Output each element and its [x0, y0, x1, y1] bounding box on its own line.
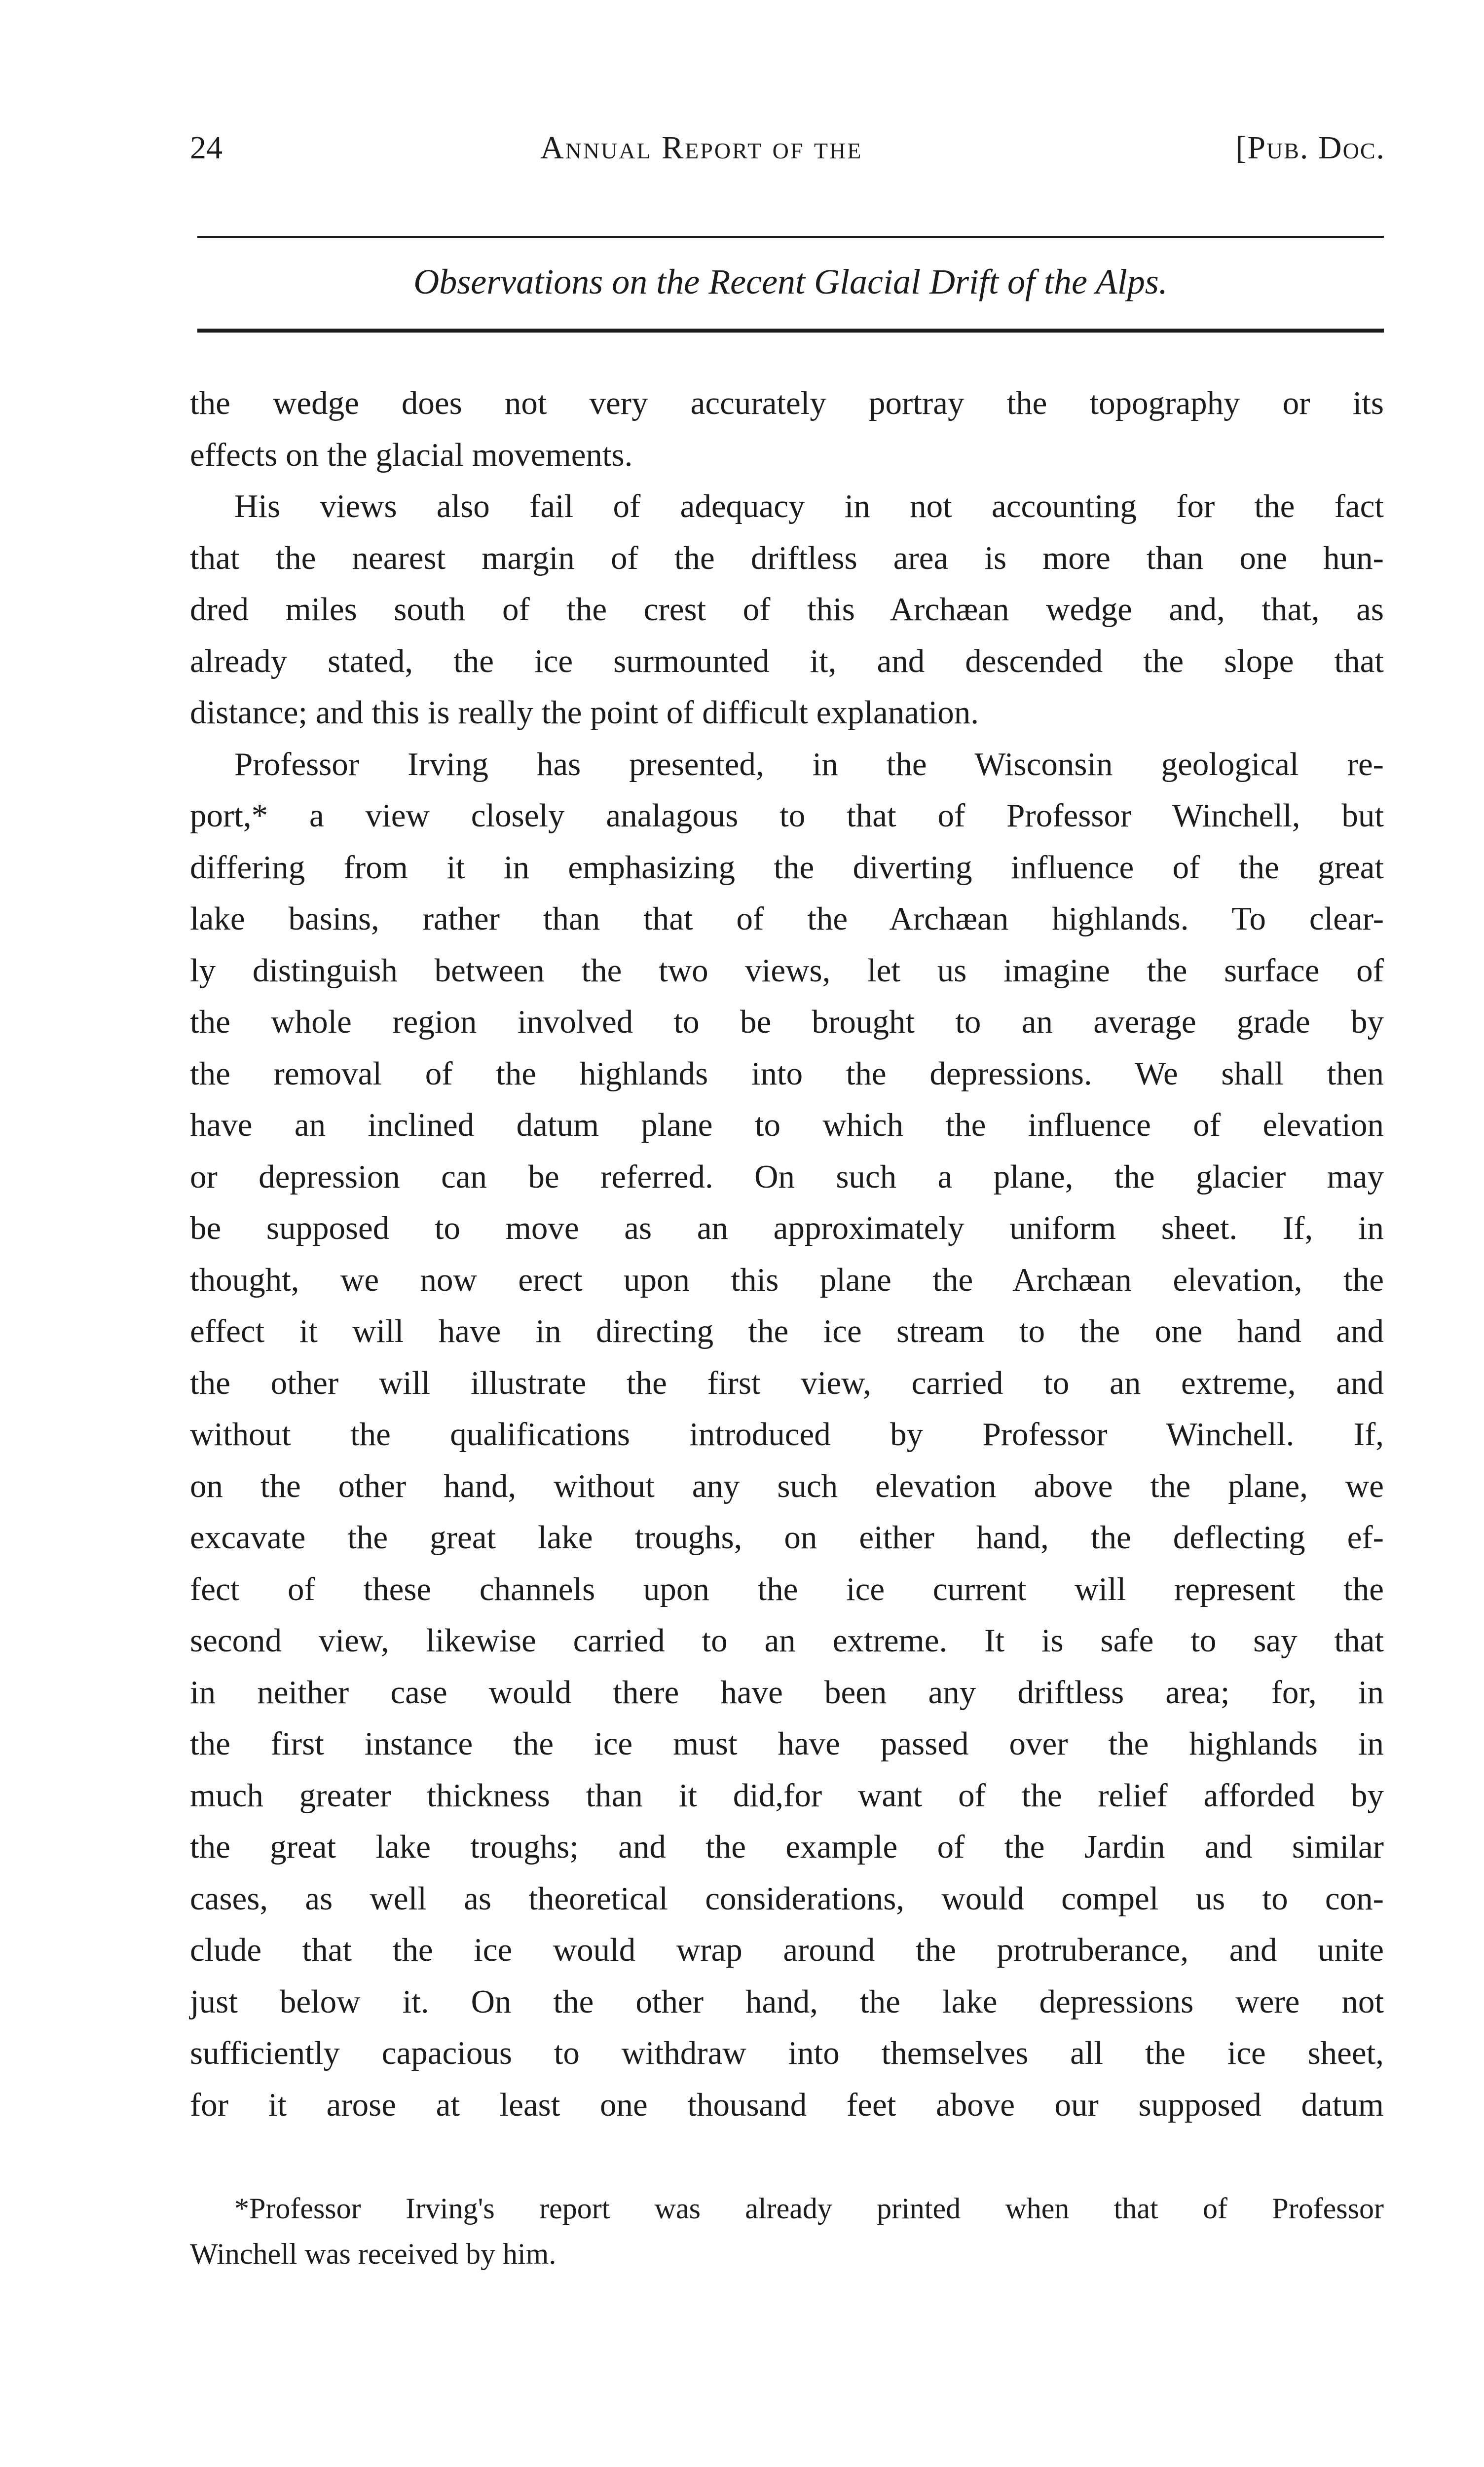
- text-line: on the other hand, without any such elevation above the plane, we: [190, 1467, 1384, 1504]
- text-line: fect of these channels upon the ice current will represent the: [190, 1570, 1384, 1607]
- text-line: the removal of the highlands into the depressions. We shall then: [190, 1055, 1384, 1092]
- text-line: the first instance the ice must have passed over the highlands in: [190, 1725, 1384, 1762]
- text-line: distance; and this is really the point of difficult explanation.: [190, 694, 979, 731]
- text-line: that the nearest margin of the driftless area is more than one hun-: [190, 539, 1384, 576]
- text-line: effect it will have in directing the ice stream to the one hand and: [190, 1313, 1384, 1349]
- text-line: the wedge does not very accurately portray the topography or its: [190, 385, 1384, 421]
- text-line: much greater thickness than it did,for want of the relief afforded by: [190, 1777, 1384, 1814]
- text-line: sufficiently capacious to withdraw into themselves all the ice sheet,: [190, 2035, 1384, 2071]
- footnote: [190, 2186, 1384, 2277]
- text-line: clude that the ice would wrap around the protruberance, and unite: [190, 1932, 1384, 1968]
- text-line: already stated, the ice surmounted it, and descended the slope that: [190, 642, 1384, 679]
- text-line: or depression can be referred. On such a plane, the glacier may: [190, 1158, 1384, 1195]
- text-line: the whole region involved to be brought to an average grade by: [190, 1004, 1384, 1040]
- text-line: differing from it in emphasizing the diverting influence of the great: [190, 849, 1384, 886]
- page-number: 24: [190, 130, 223, 166]
- text-line: lake basins, rather than that of the Archæan highlands. To clear-: [190, 900, 1384, 937]
- text-line: Professor Irving has presented, in the Wisconsin geological re-: [234, 746, 1384, 783]
- footnote-line: *Professor Irving's report was already printed when that of Professor: [234, 2192, 1384, 2225]
- text-line: have an inclined datum plane to which the influence of elevation: [190, 1107, 1384, 1143]
- text-line: His views also fail of adequacy in not accounting for the fact: [234, 488, 1384, 524]
- running-header: [190, 129, 1385, 179]
- text-line: dred miles south of the crest of this Archæan wedge and, that, as: [190, 591, 1384, 628]
- text-line: be supposed to move as an approximately uniform sheet. If, in: [190, 1210, 1384, 1246]
- text-line: cases, as well as theoretical considerations, would compel us to con-: [190, 1880, 1384, 1917]
- text-line: just below it. On the other hand, the lake depressions were not: [190, 1983, 1384, 2020]
- text-line: the great lake troughs; and the example of the Jardin and similar: [190, 1829, 1384, 1865]
- text-line: second view, likewise carried to an extreme. It is safe to say that: [190, 1622, 1384, 1659]
- header-rule-bottom: [197, 329, 1384, 333]
- header-rule-top: [197, 236, 1384, 238]
- text-line: ly distinguish between the two views, let us imagine the surface of: [190, 952, 1384, 989]
- text-line: thought, we now erect upon this plane the Archæan elevation, the: [190, 1261, 1384, 1298]
- text-line: without the qualifications introduced by Professor Winchell. If,: [190, 1416, 1384, 1453]
- text-line: in neither case would there have been any driftless area; for, in: [190, 1674, 1384, 1711]
- text-line: port,* a view closely analagous to that of Professor Winchell, but: [190, 797, 1384, 834]
- text-line: effects on the glacial movements.: [190, 436, 633, 473]
- text-line: for it arose at least one thousand feet above our supposed datum: [190, 2086, 1384, 2123]
- footnote-line: Winchell was received by him.: [190, 2238, 556, 2270]
- text-line: the other will illustrate the first view, carried to an extreme, and: [190, 1364, 1384, 1401]
- running-title: Annual Report of the: [540, 130, 863, 166]
- section-subtitle: Observations on the Recent Glacial Drift of the Alps.: [413, 262, 1168, 301]
- text-line: excavate the great lake troughs, on either hand, the deflecting ef-: [190, 1519, 1384, 1556]
- body-text: [190, 377, 1384, 2131]
- publication-label: [Pub. Doc.: [1235, 130, 1385, 166]
